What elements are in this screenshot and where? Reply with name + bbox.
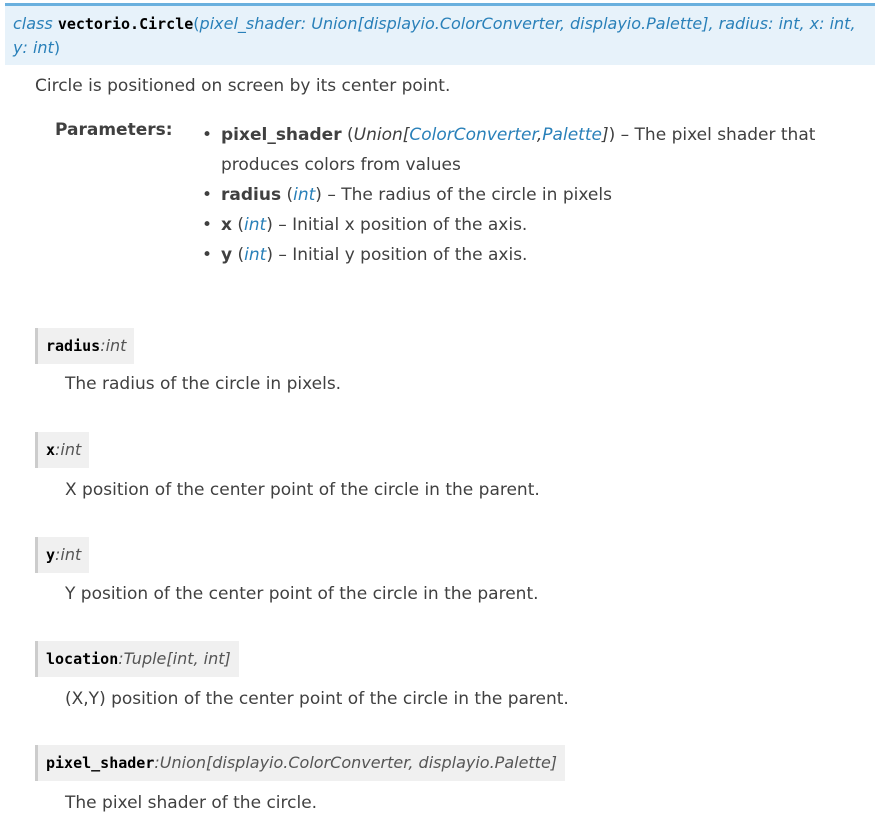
parameters-list (200, 120, 840, 270)
attribute-type: :int (100, 336, 127, 355)
attribute-name: pixel_shader (46, 754, 155, 772)
signature-open-paren: ( (193, 14, 200, 33)
int-type-link[interactable]: int (293, 185, 316, 205)
param-item-pixel-shader: • pixel_shader (Union[ColorConverter,Palette]) – The pixel shader that produces colors from values (200, 120, 840, 180)
param-type-suffix: ] (601, 125, 609, 145)
attribute-y-description: Y position of the center point of the circle in the parent. (65, 584, 539, 604)
attribute-name: location (46, 650, 119, 668)
attribute-name: radius (46, 337, 101, 355)
palette-link[interactable]: Palette (542, 125, 602, 145)
int-type-link[interactable]: int (244, 245, 267, 265)
param-name: radius (221, 185, 282, 205)
signature-params: pixel_shader: Union[displayio.ColorConverter, displayio.Palette], radius: int, x: int, y: int (13, 14, 856, 57)
param-item-y: • y (int) – Initial y position of the axis. (200, 240, 840, 270)
attribute-type: :int (55, 545, 82, 564)
param-desc: – Initial y position of the axis. (272, 245, 528, 265)
attribute-radius-description: The radius of the circle in pixels. (65, 374, 342, 394)
attribute-y-signature (35, 537, 89, 573)
attribute-pixel-shader-signature (35, 745, 565, 781)
int-type-link[interactable]: int (244, 215, 267, 235)
attribute-x-signature (35, 432, 89, 468)
param-desc: – The radius of the circle in pixels (321, 185, 612, 205)
colorconverter-link[interactable]: ColorConverter (409, 125, 537, 145)
param-desc: – Initial x position of the axis. (272, 215, 528, 235)
class-keyword: class (13, 14, 53, 33)
parameters-label: Parameters: (55, 120, 173, 140)
attribute-radius-signature (35, 328, 134, 364)
attribute-location-description: (X,Y) position of the center point of the circle in the parent. (65, 689, 569, 709)
param-type-sep: , (536, 125, 543, 145)
param-item-radius: • radius (int) – The radius of the circle in pixels (200, 180, 840, 210)
class-signature (5, 3, 875, 65)
attribute-pixel-shader-description: The pixel shader of the circle. (65, 793, 318, 813)
param-desc: – The pixel shader that produces colors from values (221, 125, 816, 175)
param-name: pixel_shader (221, 125, 342, 145)
param-type-prefix: Union[ (353, 125, 410, 145)
param-name: x (221, 215, 232, 235)
class-description: Circle is positioned on screen by its center point. (35, 76, 451, 96)
attribute-name: y (46, 546, 56, 564)
signature-close-paren: ) (53, 38, 61, 57)
attribute-name: x (46, 441, 56, 459)
attribute-type: :Tuple[int, int] (118, 649, 231, 668)
attribute-type: :Union[displayio.ColorConverter, displayio.Palette] (154, 753, 558, 772)
attribute-location-signature (35, 641, 239, 677)
param-name: y (221, 245, 233, 265)
attribute-x-description: X position of the center point of the circle in the parent. (65, 480, 540, 500)
class-name: vectorio.Circle (57, 15, 194, 33)
attribute-type: :int (55, 440, 82, 459)
param-item-x: • x (int) – Initial x position of the axis. (200, 210, 840, 240)
